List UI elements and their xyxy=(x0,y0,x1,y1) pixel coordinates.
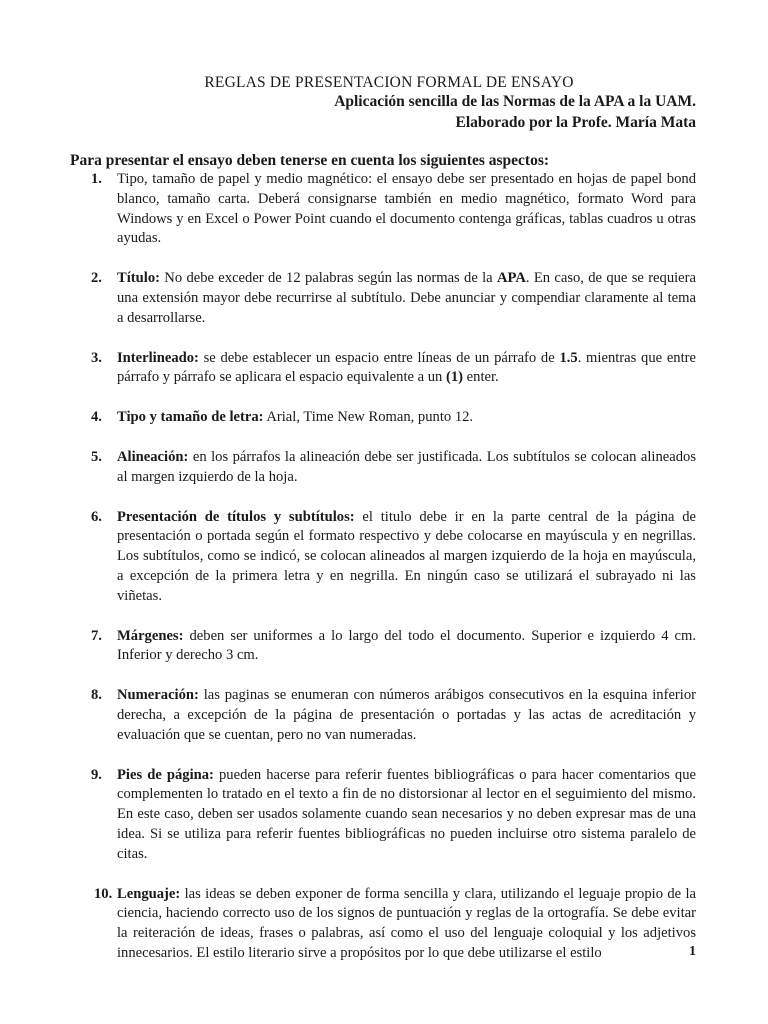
item-text: Tipo, tamaño de papel y medio magnético: el ensayo debe ser presentado en hojas de papel bond blanco, tamaño carta. Deberá consignarse también en medio magnético, formato Word para Windows y en Excel o Power Point cuando el documento contenga gráficas, tablas cuadros u otras ayudas. xyxy=(117,171,696,247)
item-number: 7. xyxy=(91,627,102,644)
item-label: Tipo y tamaño de letra: xyxy=(117,409,264,426)
item-text: enter. xyxy=(463,369,499,386)
item-text: . mientras que entre párrafo y párrafo se aplicara el espacio equivalente a un xyxy=(117,349,696,386)
item-number: 9. xyxy=(91,766,102,783)
item-label: Presentación de títulos y subtítulos: xyxy=(117,508,355,525)
item-text: No debe exceder de 12 palabras según las normas de la xyxy=(159,270,497,287)
item-text: se debe establecer un espacio entre líneas de un párrafo de xyxy=(198,349,560,366)
item-label: Título: xyxy=(117,270,160,287)
item-emphasis: (1) xyxy=(446,369,464,386)
item-text: las ideas se deben exponer de forma sencilla y clara, utilizando el leguaje propio de la ciencia, haciendo correcto uso de los signos de puntuación y reglas de la ortografía. Se debe evitar la reiteración de ideas, frases o palabras, así como el uso del lenguaje coloquial y los adjetivos innecesarios. El estilo literario sirve a propósitos por lo que debe utilizarse el estilo xyxy=(117,885,696,961)
document-author: Elaborado por la Profe. María Mata xyxy=(455,114,696,131)
item-label: Interlineado: xyxy=(117,349,199,366)
item-number: 4. xyxy=(91,409,102,426)
item-emphasis: 1.5 xyxy=(559,349,578,366)
list-item xyxy=(91,349,696,389)
item-label: Márgenes: xyxy=(117,627,184,644)
list-item xyxy=(91,627,696,667)
list-item xyxy=(91,408,696,428)
list-item xyxy=(91,170,696,249)
item-text: las paginas se enumeran con números arábigos consecutivos en la esquina inferior derecha, a excepción de la página de presentación o portadas y las actas de acreditación y evaluación que se cuentan, pero no van numeradas. xyxy=(117,687,696,743)
list-item xyxy=(91,448,696,488)
document-title: REGLAS DE PRESENTACION FORMAL DE ENSAYO xyxy=(204,74,574,91)
item-number: 6. xyxy=(91,508,102,525)
intro-paragraph: Para presentar el ensayo deben tenerse en cuenta los siguientes aspectos: xyxy=(70,152,550,169)
item-number: 1. xyxy=(91,171,102,187)
item-label: Pies de página: xyxy=(117,766,214,783)
item-text: deben ser uniformes a lo largo del todo el documento. Superior e izquierdo 4 cm. Inferior y derecho 3 cm. xyxy=(117,627,696,664)
document-subtitle: Aplicación sencilla de las Normas de la APA a la UAM. xyxy=(334,93,696,110)
item-text: Arial, Time New Roman, punto 12. xyxy=(263,409,474,426)
item-number: 10. xyxy=(94,885,113,902)
list-item xyxy=(91,269,696,328)
list-item xyxy=(91,508,696,607)
item-text: el titulo debe ir en la parte central de la página de presentación o portada según el formato respectivo y debe colocarse en mayúscula y en negrillas. Los subtítulos, como se indicó, se colocan alineados al margen izquierdo de la hoja en mayúscula, a excepción de la primera letra y en negrilla. En ningún caso se utilizará el subrayado ni las viñetas. xyxy=(117,508,696,604)
item-emphasis: APA xyxy=(496,270,526,287)
rules-list xyxy=(0,170,768,984)
item-label: Alineación: xyxy=(117,448,189,465)
list-item xyxy=(91,766,696,865)
item-number: 2. xyxy=(91,270,102,287)
list-item xyxy=(91,686,696,745)
page-number: 1 xyxy=(689,944,696,959)
item-number: 3. xyxy=(91,349,102,366)
list-item xyxy=(94,885,696,964)
item-label: Lenguaje: xyxy=(117,885,181,902)
item-label: Numeración: xyxy=(117,687,199,704)
item-number: 5. xyxy=(91,448,102,465)
item-number: 8. xyxy=(91,687,102,704)
item-text: en los párrafos la alineación debe ser justificada. Los subtítulos se colocan alineados al margen izquierdo de la hoja. xyxy=(117,448,696,485)
item-text: . En caso, de que se requiera una extensión mayor debe recurrirse al subtítulo. Debe anunciar y compendiar claramente al tema a desarrollarse. xyxy=(117,270,696,326)
item-text: pueden hacerse para referir fuentes bibliográficas o para hacer comentarios que complementen lo tratado en el texto a fin de no distorsionar al lector en el seguimiento del mismo. En este caso, deben ser usados solamente cuando sean necesarios y no deben expresar mas de una idea. Si se utiliza para referir fuentes bibliográficas no pueden incluirse otro sistema paralelo de citas. xyxy=(117,766,696,862)
